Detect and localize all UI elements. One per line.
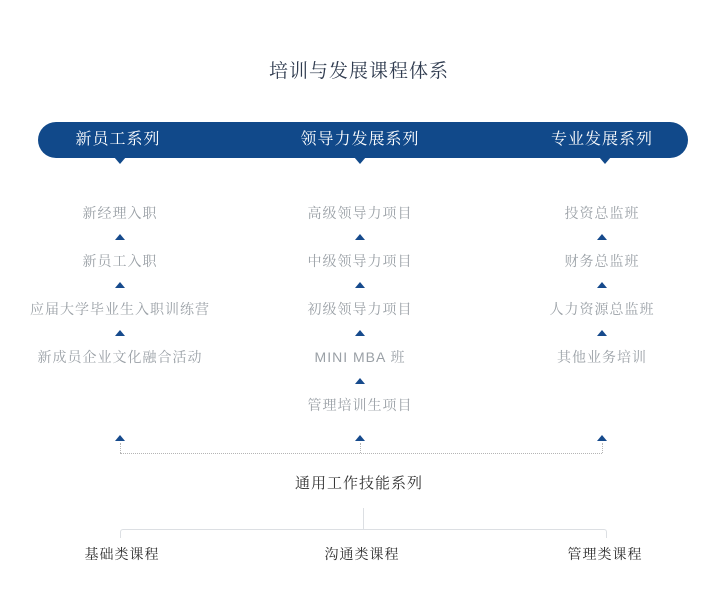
general-skills-series-label: 通用工作技能系列 — [294, 475, 423, 492]
arrow-separator — [597, 319, 607, 347]
arrow-separator — [597, 223, 607, 251]
up-arrow-icon — [355, 378, 365, 384]
arrow-separator — [355, 223, 365, 251]
page-title: 培训与发展课程体系 — [268, 61, 449, 82]
up-arrow-icon — [597, 234, 607, 240]
header-pointer-icon — [599, 157, 611, 164]
course-item: 中级领导力项目 — [307, 253, 413, 269]
bracket-line — [120, 529, 607, 538]
header-pointer-icon — [114, 157, 126, 164]
up-arrow-icon — [115, 435, 125, 441]
category-management-courses: 管理类课程 — [567, 546, 643, 562]
up-arrow-icon — [115, 234, 125, 240]
dotted-connector-vertical — [120, 443, 121, 453]
up-arrow-icon — [355, 282, 365, 288]
course-item: 人力资源总监班 — [549, 301, 655, 317]
arrow-separator — [115, 319, 125, 347]
dotted-connector-vertical — [360, 443, 361, 453]
category-basic-courses: 基础类课程 — [84, 546, 160, 562]
up-arrow-icon — [115, 282, 125, 288]
dotted-connector-vertical — [602, 443, 603, 453]
up-arrow-icon — [355, 330, 365, 336]
course-item: 其他业务培训 — [557, 349, 647, 365]
arrow-separator — [597, 271, 607, 299]
course-item: 新成员企业文化融合活动 — [37, 349, 203, 365]
course-item: 投资总监班 — [564, 205, 640, 221]
arrow-separator — [115, 271, 125, 299]
up-arrow-icon — [597, 330, 607, 336]
course-item: MINI MBA 班 — [314, 349, 406, 365]
dotted-connector-horizontal — [120, 453, 602, 454]
course-item: 管理培训生项目 — [307, 397, 413, 413]
arrow-separator — [355, 367, 365, 395]
series-header-new-employee: 新员工系列 — [75, 131, 161, 148]
up-arrow-icon — [355, 234, 365, 240]
up-arrow-icon — [115, 330, 125, 336]
arrow-separator — [355, 319, 365, 347]
course-item: 应届大学毕业生入职训练营 — [30, 301, 210, 317]
course-item: 财务总监班 — [564, 253, 640, 269]
course-item: 高级领导力项目 — [307, 205, 413, 221]
arrow-separator — [115, 223, 125, 251]
course-item: 新员工入职 — [82, 253, 158, 269]
series-header-professional: 专业发展系列 — [550, 131, 654, 148]
arrow-separator — [355, 271, 365, 299]
header-pointer-icon — [354, 157, 366, 164]
up-arrow-icon — [597, 282, 607, 288]
column-new-employee-series — [0, 203, 240, 367]
category-communication-courses: 沟通类课程 — [324, 546, 400, 562]
column-professional-series — [482, 203, 718, 367]
series-header-leadership: 领导力发展系列 — [300, 131, 420, 148]
bracket-stem-line — [363, 508, 364, 529]
course-item: 新经理入职 — [82, 205, 158, 221]
course-item: 初级领导力项目 — [307, 301, 413, 317]
up-arrow-icon — [597, 435, 607, 441]
column-leadership-series — [240, 203, 480, 415]
up-arrow-icon — [355, 435, 365, 441]
